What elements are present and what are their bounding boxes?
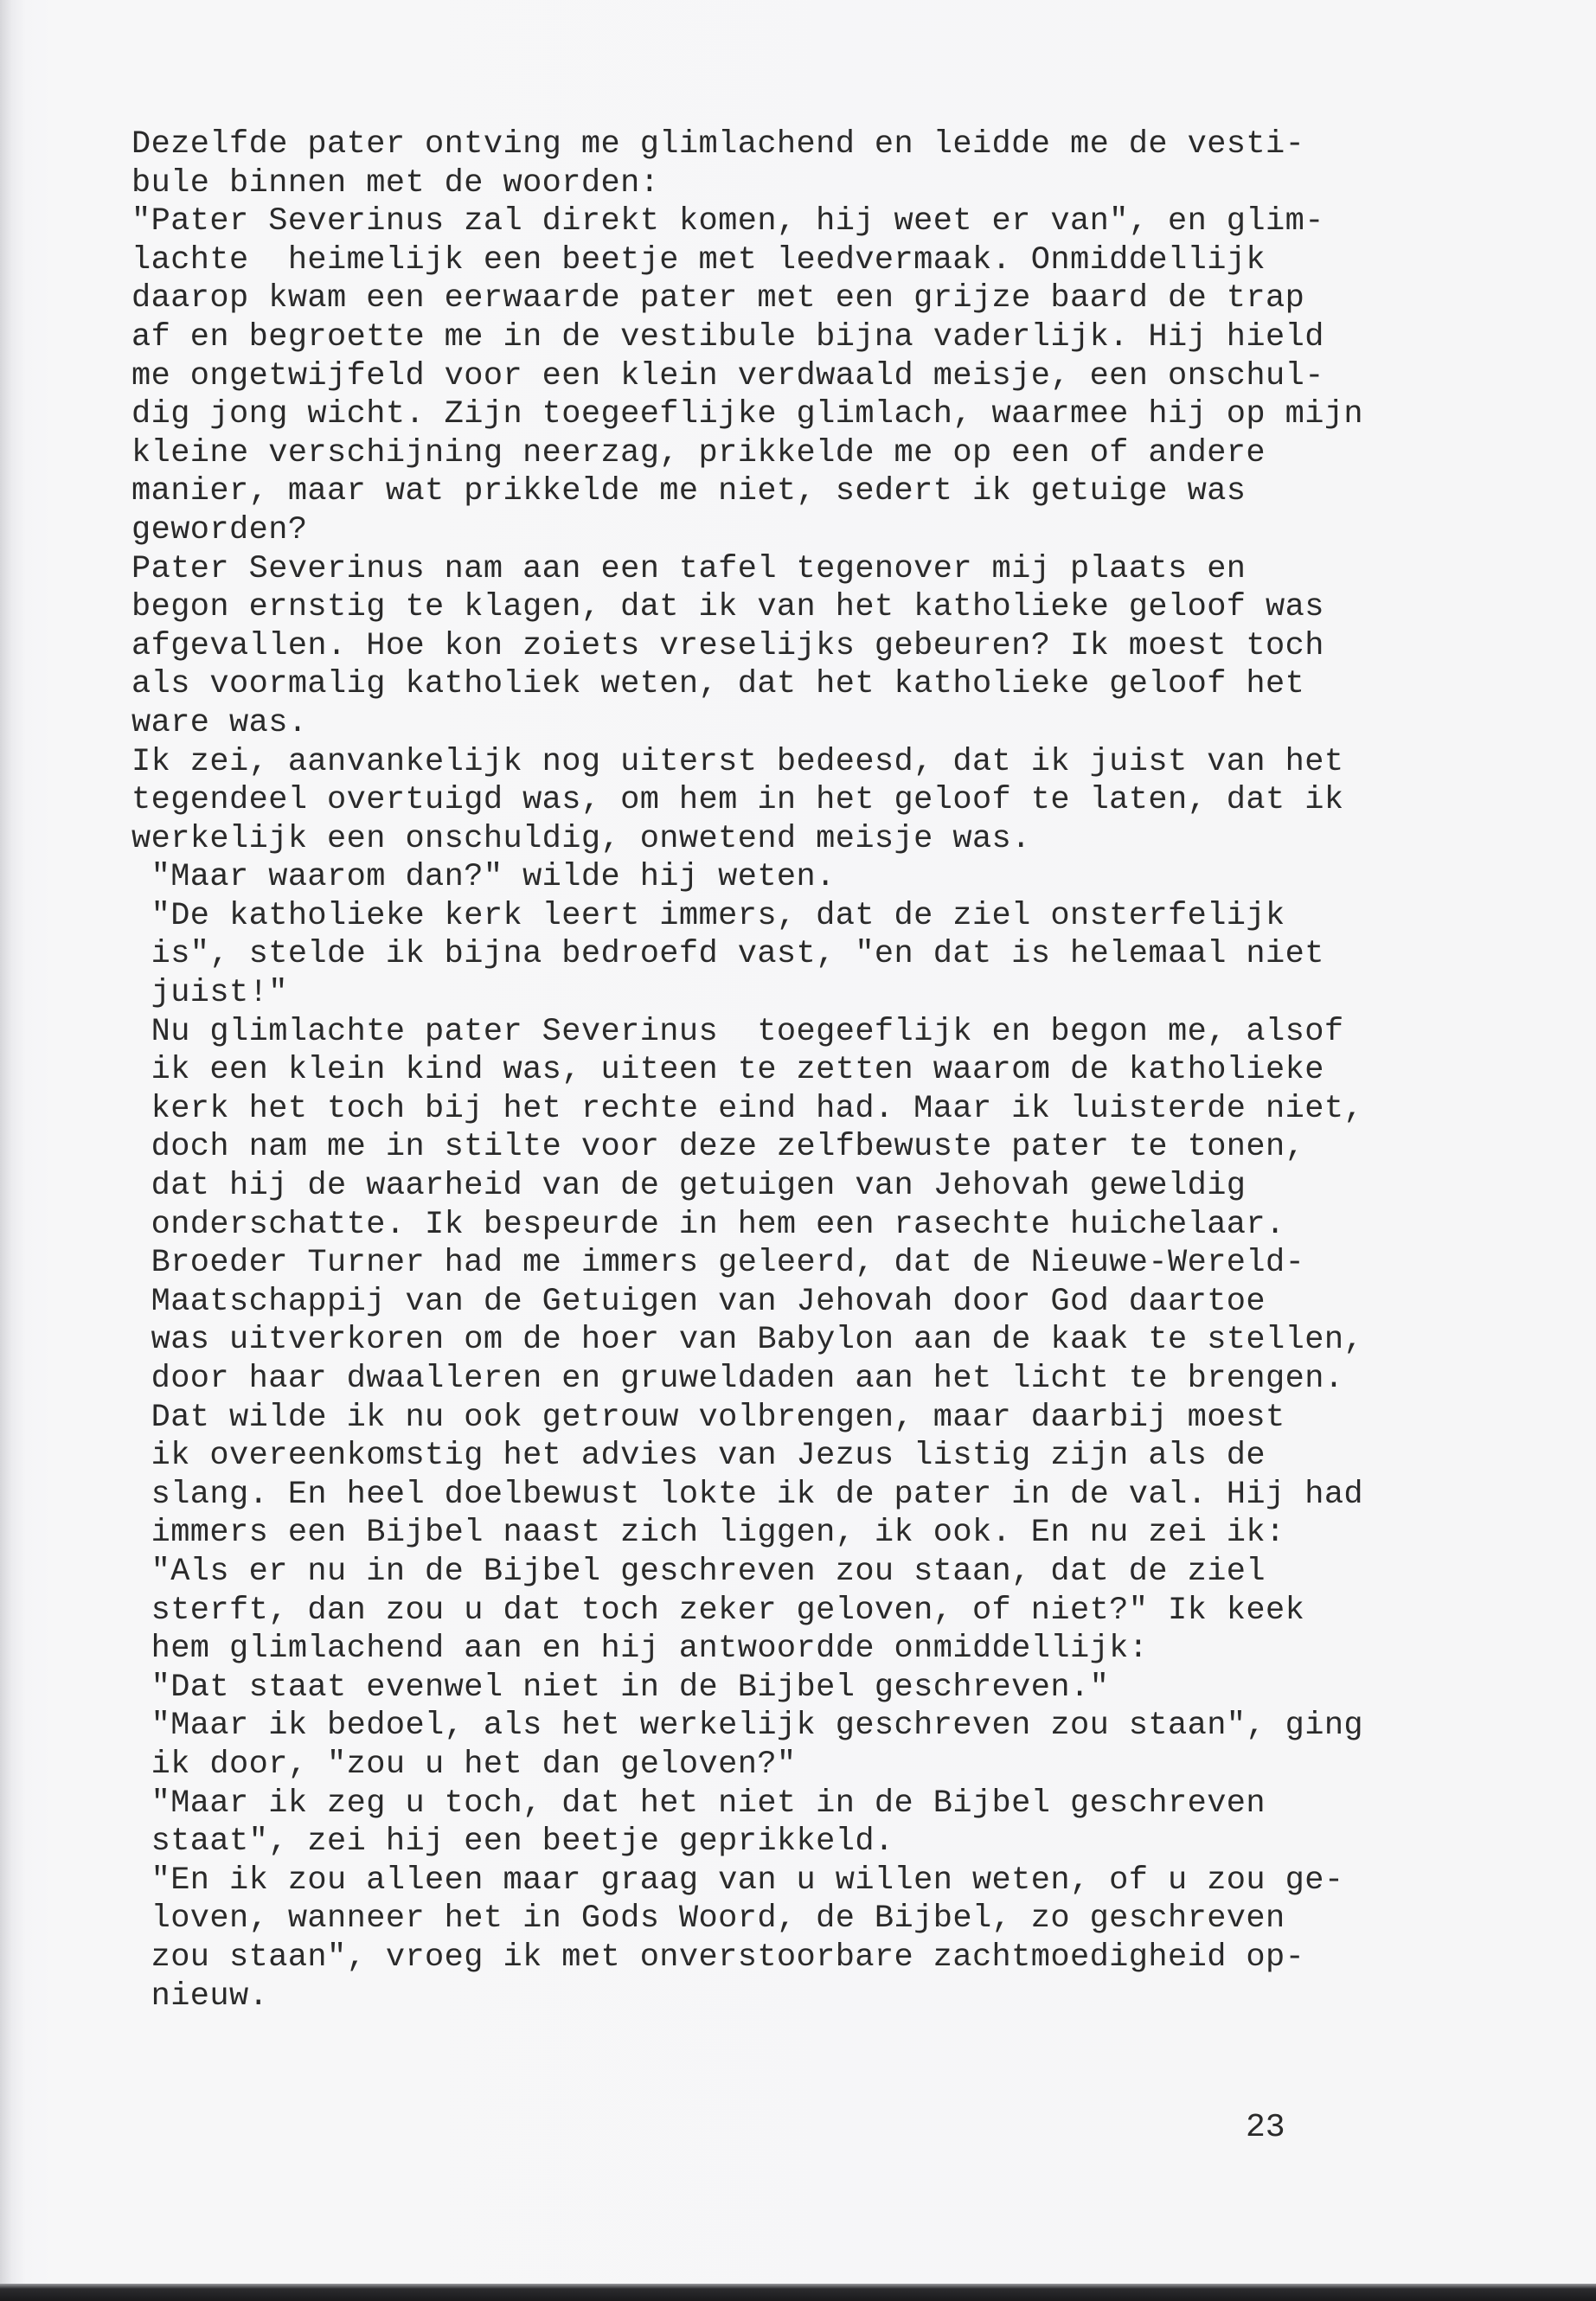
body-text [131, 125, 1429, 2016]
text-line: dat hij de waarheid van de getuigen van Jehovah geweldig [131, 1168, 1247, 1205]
text-line: kerk het toch bij het rechte eind had. Maar ik luisterde niet, [131, 1090, 1364, 1127]
text-line: staat", zei hij een beetje geprikkeld. [131, 1823, 894, 1861]
text-line: zou staan", vroeg ik met onverstoorbare zachtmoedigheid op- [131, 1939, 1305, 1976]
text-line: lachte heimelijk een beetje met leedvermaak. Onmiddellijk [131, 241, 1266, 279]
page-number: 23 [1246, 2109, 1285, 2146]
text-line: ik door, "zou u het dan geloven?" [131, 1746, 797, 1783]
text-line: doch nam me in stilte voor deze zelfbewuste pater te tonen, [131, 1129, 1305, 1166]
text-line: Ik zei, aanvankelijk nog uiterst bedeesd, dat ik juist van het [131, 743, 1344, 780]
text-line: me ongetwijfeld voor een klein verdwaald meisje, een onschul- [131, 357, 1324, 394]
text-line: kleine verschijning neerzag, prikkelde me op een of andere [131, 434, 1266, 471]
text-line: Dat wilde ik nu ook getrouw volbrengen, maar daarbij moest [131, 1399, 1285, 1436]
text-line: juist!" [131, 975, 288, 1012]
text-line: was uitverkoren om de hoer van Babylon aan de kaak te stellen, [131, 1322, 1364, 1359]
text-line: "Maar waarom dan?" wilde hij weten. [131, 859, 836, 896]
text-line: dig jong wicht. Zijn toegeeflijke glimlach, waarmee hij op mijn [131, 396, 1364, 433]
text-line: nieuw. [131, 1977, 269, 2015]
text-line: begon ernstig te klagen, dat ik van het katholieke geloof was [131, 589, 1324, 626]
text-line: "En ik zou alleen maar graag van u willen weten, of u zou ge- [131, 1862, 1344, 1899]
page-left-edge [0, 0, 12, 2301]
text-line: "Pater Severinus zal direkt komen, hij weet er van", en glim- [131, 203, 1324, 240]
text-line: "Maar ik zeg u toch, dat het niet in de Bijbel geschreven [131, 1785, 1266, 1822]
scan-bottom-edge [0, 2284, 1596, 2301]
text-line: af en begroette me in de vestibule bijna vaderlijk. Hij hield [131, 318, 1324, 356]
text-line: hem glimlachend aan en hij antwoordde onmiddellijk: [131, 1631, 1149, 1668]
text-line: afgevallen. Hoe kon zoiets vreselijks gebeuren? Ik moest toch [131, 627, 1324, 664]
text-line: bule binnen met de woorden: [131, 164, 660, 202]
text-line: als voormalig katholiek weten, dat het katholieke geloof het [131, 666, 1305, 703]
text-line: Nu glimlachte pater Severinus toegeeflijk en begon me, alsof [131, 1013, 1344, 1050]
text-line: loven, wanneer het in Gods Woord, de Bijbel, zo geschreven [131, 1900, 1285, 1938]
text-line: werkelijk een onschuldig, onwetend meisje was. [131, 820, 1031, 857]
text-line: daarop kwam een eerwaarde pater met een grijze baard de trap [131, 280, 1305, 317]
text-line: "Maar ik bedoel, als het werkelijk geschreven zou staan", ging [131, 1708, 1364, 1745]
text-line: door haar dwaalleren en gruweldaden aan het licht te brengen. [131, 1361, 1344, 1397]
text-line: "Als er nu in de Bijbel geschreven zou staan, dat de ziel [131, 1553, 1266, 1590]
text-line: Pater Severinus nam aan een tafel tegenover mij plaats en [131, 550, 1247, 587]
text-line: ik overeenkomstig het advies van Jezus listig zijn als de [131, 1438, 1266, 1475]
text-line: "De katholieke kerk leert immers, dat de ziel onsterfelijk [131, 897, 1285, 934]
text-line: slang. En heel doelbewust lokte ik de pater in de val. Hij had [131, 1476, 1364, 1513]
text-line: Broeder Turner had me immers geleerd, dat de Nieuwe-Wereld- [131, 1245, 1305, 1282]
text-line: ik een klein kind was, uiteen te zetten waarom de katholieke [131, 1052, 1324, 1089]
text-line: ware was. [131, 704, 308, 741]
text-line: onderschatte. Ik bespeurde in hem een rasechte huichelaar. [131, 1206, 1285, 1243]
text-line: geworden? [131, 511, 308, 548]
text-line: Dezelfde pater ontving me glimlachend en leidde me de vesti- [131, 126, 1305, 163]
text-line: sterft, dan zou u dat toch zeker geloven, of niet?" Ik keek [131, 1592, 1305, 1629]
text-line: "Dat staat evenwel niet in de Bijbel geschreven." [131, 1669, 1110, 1706]
text-line: is", stelde ik bijna bedroefd vast, "en dat is helemaal niet [131, 936, 1324, 973]
text-line: immers een Bijbel naast zich liggen, ik ook. En nu zei ik: [131, 1515, 1285, 1552]
text-line: tegendeel overtuigd was, om hem in het geloof te laten, dat ik [131, 782, 1344, 819]
text-line: Maatschappij van de Getuigen van Jehovah door God daartoe [131, 1283, 1266, 1320]
text-line: manier, maar wat prikkelde me niet, sedert ik getuige was [131, 473, 1247, 510]
